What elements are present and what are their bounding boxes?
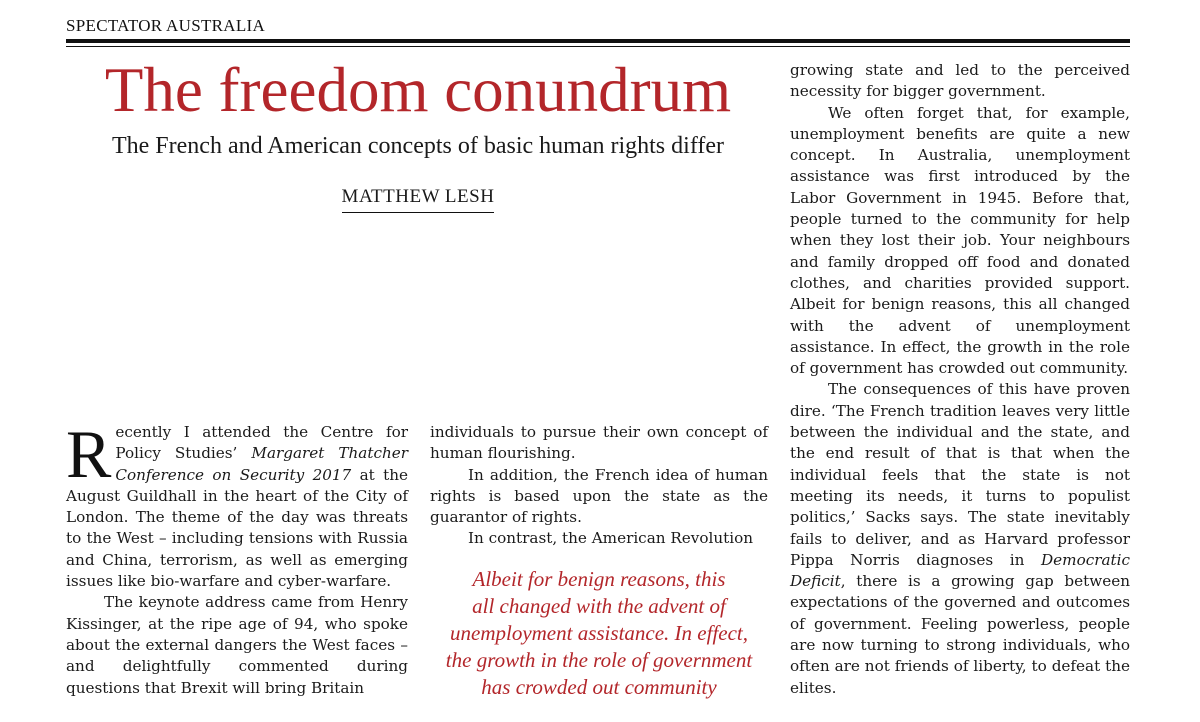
paragraph: The keynote address came from Henry Kissinger, at the ripe age of 94, who spoke about the external dangers the West faces – and delightfully commented during questions that Brexit will bring Britain: [66, 593, 408, 697]
column-3: [790, 60, 1130, 699]
article-subtitle: The French and American concepts of basic human rights differ: [111, 133, 725, 159]
pull-quote-line: has crowded out community: [481, 675, 717, 699]
text-run: , there is a growing gap between expectations of the governed and outcomes of government. Feeling powerless, people are now turning to strong individuals, who often are not friends of liberty, to defeat the elites.: [790, 572, 1130, 697]
drop-cap: R: [66, 416, 112, 492]
byline-container: [66, 186, 770, 213]
paragraph: [790, 379, 1130, 698]
paragraph: individuals to pursue their own concept of human flourishing.: [430, 423, 768, 463]
column-1: [66, 416, 408, 699]
paragraph: [66, 416, 408, 592]
text-run: at the August Guildhall in the heart of the City of London. The theme of the day was threats to the West – including tensions with Russia and China, terrorism, as well as emerging issues like bio-warfare and cyber-warfare.: [66, 465, 408, 591]
book-title: Democratic Deficit: [790, 550, 1130, 591]
pull-quote-line: unemployment assistance. In effect,: [450, 621, 748, 645]
masthead-rule-thin: [66, 46, 1130, 47]
pull-quote: [430, 566, 768, 701]
pull-quote-line: all changed with the advent of: [472, 594, 726, 618]
paragraph: We often forget that, for example, unemployment benefits are quite a new concept. In Australia, unemployment assistance was first introduced by the Labor Government in 1945. Before that, people turned to the community for help when they lost their job. Your neighbours and family dropped off food and donated clothes, and charities provided support. Albeit for benign reasons, this all changed with the advent of unemployment assistance. In effect, the growth in the role of government has crowded out community.: [790, 103, 1130, 378]
pull-quote-line: Albeit for benign reasons, this: [472, 567, 726, 591]
author-byline: MATTHEW LESH: [342, 186, 495, 213]
paragraph: growing state and led to the perceived necessity for bigger government.: [790, 61, 1130, 101]
text-run: The consequences of this have proven dire. ‘The French tradition leaves very little between the individual and the state, and the end result of that is that when the individual feels that the state is not meeting its needs, it turns to populist politics,’ Sacks says. The state inevitably fails to deliver, and as Harvard professor Pippa Norris diagnoses in: [790, 380, 1130, 569]
conference-name: Margaret Thatcher Conference on Security 2017: [115, 444, 408, 484]
text-run: ecently I attended the Centre for Policy Studies’: [115, 423, 408, 463]
article-title: The freedom conundrum: [104, 55, 732, 125]
masthead-rule-thick: [66, 39, 1130, 43]
column-2: [430, 422, 768, 550]
paragraph: In contrast, the American Revolution: [468, 529, 754, 548]
publication-masthead: SPECTATOR AUSTRALIA: [66, 16, 266, 35]
pull-quote-line: the growth in the role of government: [445, 648, 753, 672]
paragraph: In addition, the French idea of human rights is based upon the state as the guarantor of rights.: [430, 465, 768, 527]
